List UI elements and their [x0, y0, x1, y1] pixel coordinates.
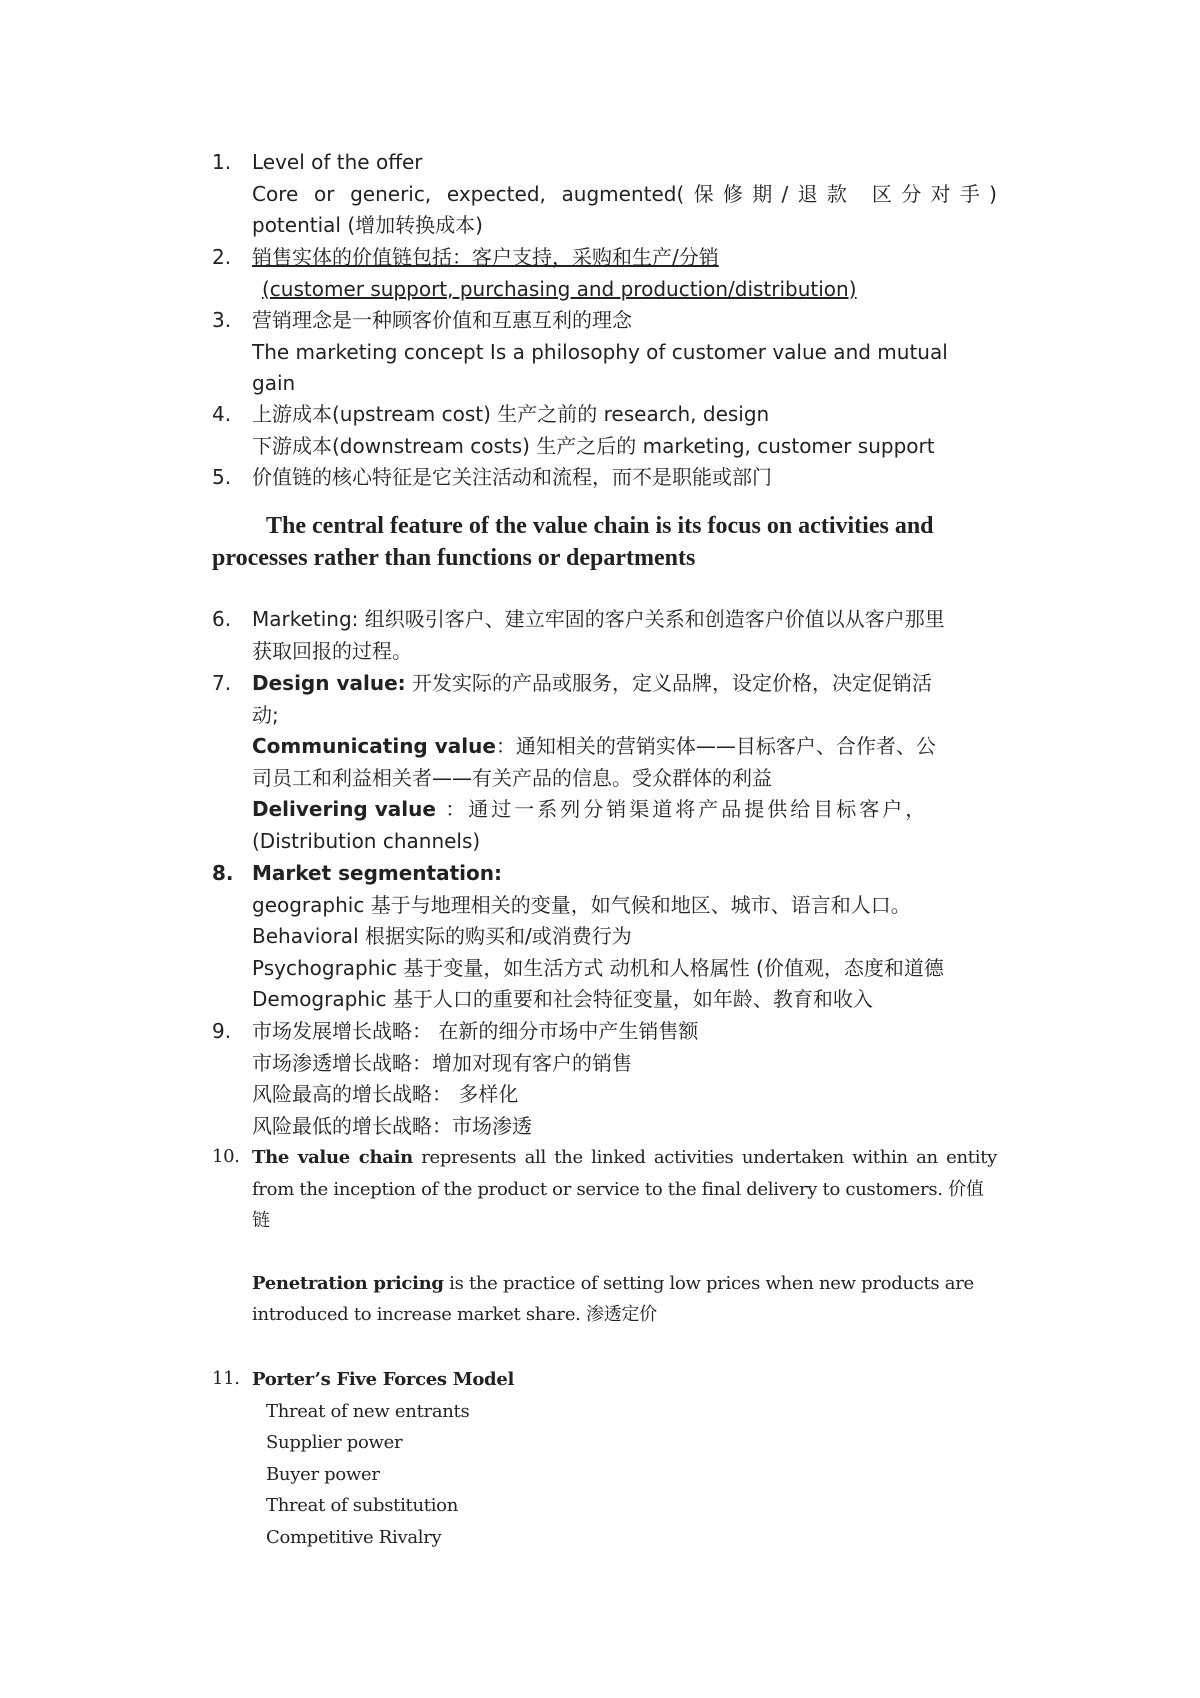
central-feature-statement: The central feature of the value chain is its focus on activities and processes rather than functions or departments: [212, 513, 934, 571]
item-number: 1.: [212, 150, 232, 174]
item-line: (Distribution channels): [252, 828, 481, 853]
value-chain-text: represents all the linked activities undertaken within an entity: [412, 1147, 997, 1168]
design-value-label: Design value:: [252, 671, 406, 695]
force-item: Threat of new entrants: [266, 1400, 470, 1422]
item-number: 3.: [212, 308, 232, 332]
item-number: 10.: [212, 1146, 240, 1167]
value-chain-label: The value chain: [252, 1147, 413, 1168]
item-line: (customer support, purchasing and production/distribution): [262, 276, 857, 301]
item-number: 7.: [212, 671, 232, 695]
item-line: 获取回报的过程。: [252, 638, 412, 663]
item-line: 上游成本(upstream cost) 生产之前的 research, design: [252, 402, 770, 426]
design-value-text: 开发实际的产品或服务，定义品牌，设定价格，决定促销活: [405, 671, 932, 695]
item-line: geographic 基于与地理相关的变量，如气候和地区、城市、语言和人口。: [252, 892, 911, 917]
item-line: Demographic 基于人口的重要和社会特征变量，如年龄、教育和收入: [252, 987, 873, 1011]
item-line: 链: [252, 1210, 270, 1231]
item-line: Marketing: 组织吸引客户、建立牢固的客户关系和创造客户价值以从客户那里: [252, 607, 945, 631]
item-line: potential (增加转换成本): [252, 213, 483, 237]
item-number: 4.: [212, 402, 232, 426]
item-number: 11.: [212, 1368, 240, 1389]
item-line: from the inception of the product or service to the final delivery to customers. 价值: [252, 1178, 984, 1200]
item-line: Behavioral 根据实际的购买和/或消费行为: [252, 924, 632, 948]
communicating-value-label: Communicating value: [252, 734, 496, 758]
item-line: 营销理念是一种顾客价值和互惠互利的理念: [252, 308, 632, 332]
item-line: 销售实体的价值链包括：客户支持，采购和生产/分销: [252, 245, 719, 269]
item-line: gain: [252, 371, 296, 395]
five-forces-title: Porter’s Five Forces Model: [252, 1369, 515, 1390]
item-number: 9.: [212, 1019, 232, 1043]
force-item: Competitive Rivalry: [266, 1526, 442, 1548]
item-line: 动;: [252, 702, 279, 727]
force-item: Buyer power: [266, 1463, 380, 1485]
item-line: Level of the offer: [252, 150, 423, 174]
delivering-value-label: Delivering value: [252, 797, 436, 821]
force-item: Threat of substitution: [266, 1495, 458, 1516]
communicating-value-text: ：通知相关的营销实体——目标客户、合作者、公: [495, 734, 936, 758]
item-line: 市场渗透增长战略：增加对现有客户的销售: [252, 1050, 632, 1075]
item-number: 2.: [212, 245, 232, 269]
item-line: The marketing concept Is a philosophy of customer value and mutual: [252, 339, 948, 364]
item-line: 风险最低的增长战略：市场渗透: [252, 1113, 532, 1138]
item-number: 8.: [212, 861, 234, 885]
item-line: Psychographic 基于变量，如生活方式 动机和人格属性 (价值观，态度和道德: [252, 955, 944, 980]
item-line: 风险最高的增长战略： 多样化: [252, 1082, 519, 1106]
item-line: 市场发展增长战略： 在新的细分市场中产生销售额: [252, 1019, 699, 1043]
item-line: introduced to increase market share. 渗透定价: [252, 1304, 657, 1325]
delivering-value-text: ：通过一系列分销渠道将产品提供给目标客户，: [435, 797, 929, 821]
force-item: Supplier power: [266, 1432, 403, 1453]
item-line: 司员工和利益相关者——有关产品的信息。受众群体的利益: [252, 765, 772, 790]
penetration-pricing-text: is the practice of setting low prices when new products are: [443, 1272, 974, 1294]
item-line: 下游成本(downstream costs) 生产之后的 marketing, customer support: [252, 433, 935, 458]
item-number: 5.: [212, 465, 232, 489]
item-number: 6.: [212, 607, 232, 631]
item-line: Core or generic, expected, augmented(保修期/退款 区分对手): [252, 181, 997, 206]
penetration-pricing-label: Penetration pricing: [252, 1272, 444, 1294]
item-line: 价值链的核心特征是它关注活动和流程，而不是职能或部门: [252, 465, 772, 489]
market-segmentation-title: Market segmentation:: [252, 861, 502, 885]
